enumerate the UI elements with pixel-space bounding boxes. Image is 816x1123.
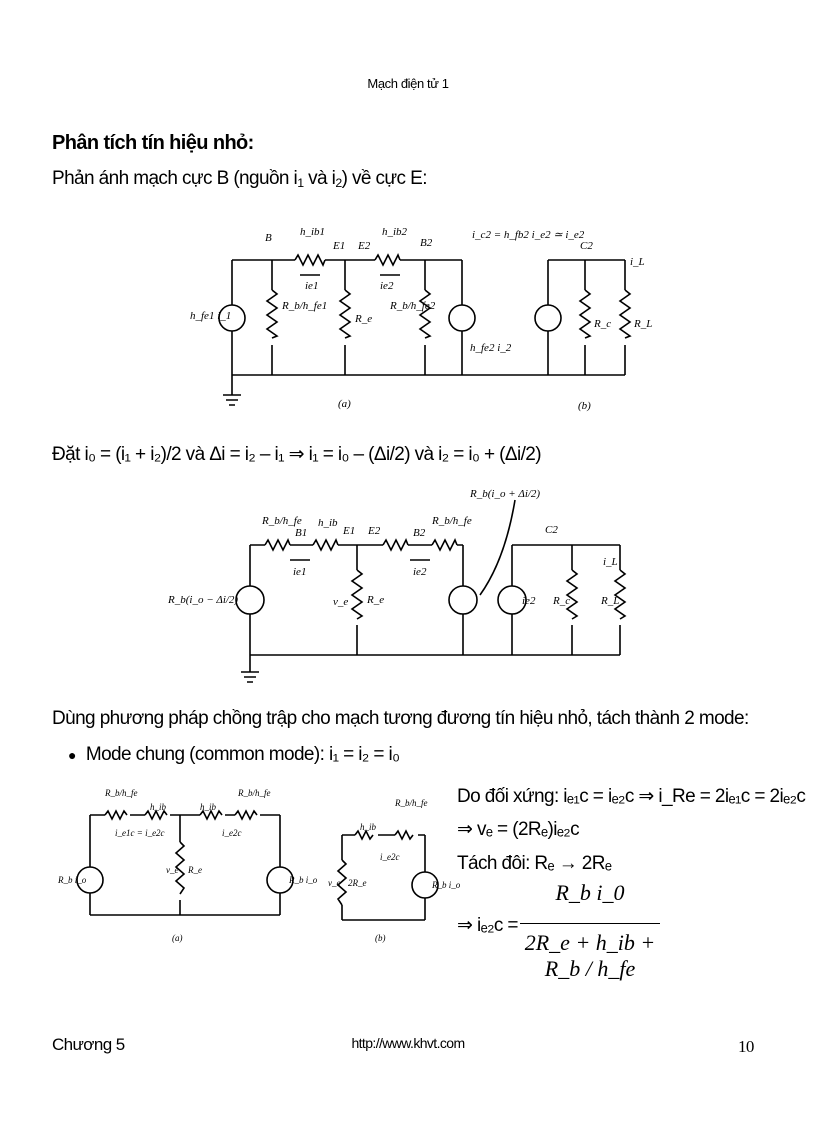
source-label: h_fe2 i_2 — [470, 342, 512, 354]
node-label: B2 — [413, 527, 426, 539]
resistor-label: h_ib1 — [300, 226, 326, 238]
resistor-label: h_ib — [318, 517, 338, 529]
resistor-label: R_b/h_fe2 — [390, 300, 436, 312]
resistor-label: R_b/h_fe — [262, 515, 302, 527]
voltage-label: v_e — [333, 596, 349, 608]
figure-caption: (b) — [578, 400, 591, 412]
circuit-figure-3 — [77, 811, 293, 915]
node-label: B2 — [420, 237, 433, 249]
resistor-label: R_c — [553, 595, 571, 607]
current-label: i_L — [603, 556, 618, 568]
resistor-label: R_e — [367, 594, 385, 606]
node-label: E2 — [358, 240, 371, 252]
resistor-label: R_L — [634, 318, 653, 330]
node-label: E2 — [368, 525, 381, 537]
resistor-label: h_ib — [360, 822, 377, 832]
resistor-label: R_b/h_fe — [395, 798, 428, 808]
split-line: Tách đôi: Rₑ → 2Rₑ — [457, 853, 612, 874]
page-header: Mạch điện tử 1 — [367, 76, 449, 91]
voltage-label: v_e — [166, 865, 179, 875]
paragraph-definition: Đặt i₀ = (i₁ + i₂)/2 và Δi = i₂ – i₁ ⇒ i₁ = i₀ – (Δi/2) và i₂ = i₀ + (Δi/2) — [52, 444, 541, 465]
paragraph-superposition: Dùng phương pháp chồng trập cho mạch tương đương tín hiệu nhỏ, tách thành 2 mode: — [52, 708, 749, 729]
current-label: ie2 — [380, 280, 394, 292]
resistor-label: R_b/h_fe — [105, 788, 138, 798]
fraction-denominator: 2R_e + h_ib + R_b / h_fe — [524, 930, 656, 981]
resistor-label: h_ib2 — [382, 226, 408, 238]
node-label: C2 — [580, 240, 593, 252]
text: ) về cực E: — [341, 168, 427, 189]
figure-caption: (b) — [375, 933, 386, 943]
resistor-label: R_L — [601, 595, 620, 607]
current-label: ie1 — [305, 280, 319, 292]
resistor-label: R_b/h_fe — [238, 788, 271, 798]
node-label: C2 — [545, 524, 558, 536]
section-heading: Phân tích tín hiệu nhỏ: — [52, 132, 254, 154]
fraction-numerator: R_b i_0 — [555, 880, 625, 905]
figure-caption: (a) — [338, 398, 351, 410]
footer-url[interactable]: http://www.khvt.com — [351, 1035, 465, 1051]
resistor-label: h_ib — [150, 802, 167, 812]
node-label: B — [265, 232, 272, 244]
resistor-label: R_e — [188, 865, 202, 875]
circuit-figure-1 — [219, 255, 630, 405]
current-label: ie2 — [413, 566, 427, 578]
voltage-label: v_e — [328, 878, 341, 888]
node-label: E1 — [343, 525, 356, 537]
node-label: B1 — [295, 527, 308, 539]
footer-chapter: Chương 5 — [52, 1035, 125, 1054]
source-label: R_b i_o — [289, 875, 318, 885]
figure-caption: (a) — [172, 933, 183, 943]
source-label: h_fe1 i_1 — [190, 310, 232, 322]
text: và i — [303, 168, 336, 189]
page-number: 10 — [738, 1037, 754, 1056]
current-label: i_c2 = h_fb2 i_e2 ≃ i_e2 — [472, 229, 585, 241]
resistor-label: R_e — [355, 313, 373, 325]
current-label: i_e2c — [222, 828, 242, 838]
current-label: ie1 — [293, 566, 307, 578]
text: Phản ánh mạch cực B (nguồn i — [52, 168, 298, 189]
source-label: R_b i_o — [432, 880, 461, 890]
sub: 2 — [335, 176, 342, 190]
resistor-label: 2R_e — [348, 878, 367, 888]
source-label: R_b(i_o + Δi/2) — [470, 488, 541, 500]
resistor-label: h_ib — [200, 802, 217, 812]
bullet-icon: ● — [68, 747, 76, 763]
circuit-figure-4 — [338, 831, 438, 920]
source-label: R_b(i_o − Δi/2) — [168, 594, 239, 606]
text: Mode chung (common mode): i₁ = i₂ = i₀ — [85, 744, 400, 765]
node-label: E1 — [333, 240, 346, 252]
source-label: ie2 — [522, 595, 536, 607]
resistor-label: R_b/h_fe — [432, 515, 472, 527]
ie2c-lhs: ⇒ iₑ₂c = — [457, 915, 518, 936]
current-label: i_e1c = i_e2c — [115, 828, 165, 838]
current-label: i_L — [630, 256, 645, 268]
source-label: R_b i_o — [58, 875, 87, 885]
symmetry-line: Do đối xứng: iₑ₁c = iₑ₂c ⇒ i_Re = 2iₑ₁c = 2iₑ₂c — [457, 786, 806, 807]
ve-line: ⇒ vₑ = (2Rₑ)iₑ₂c — [457, 819, 579, 840]
sub: 1 — [297, 176, 304, 190]
resistor-label: R_c — [594, 318, 612, 330]
current-label: i_e2c — [380, 852, 400, 862]
resistor-label: R_b/h_fe1 — [282, 300, 328, 312]
